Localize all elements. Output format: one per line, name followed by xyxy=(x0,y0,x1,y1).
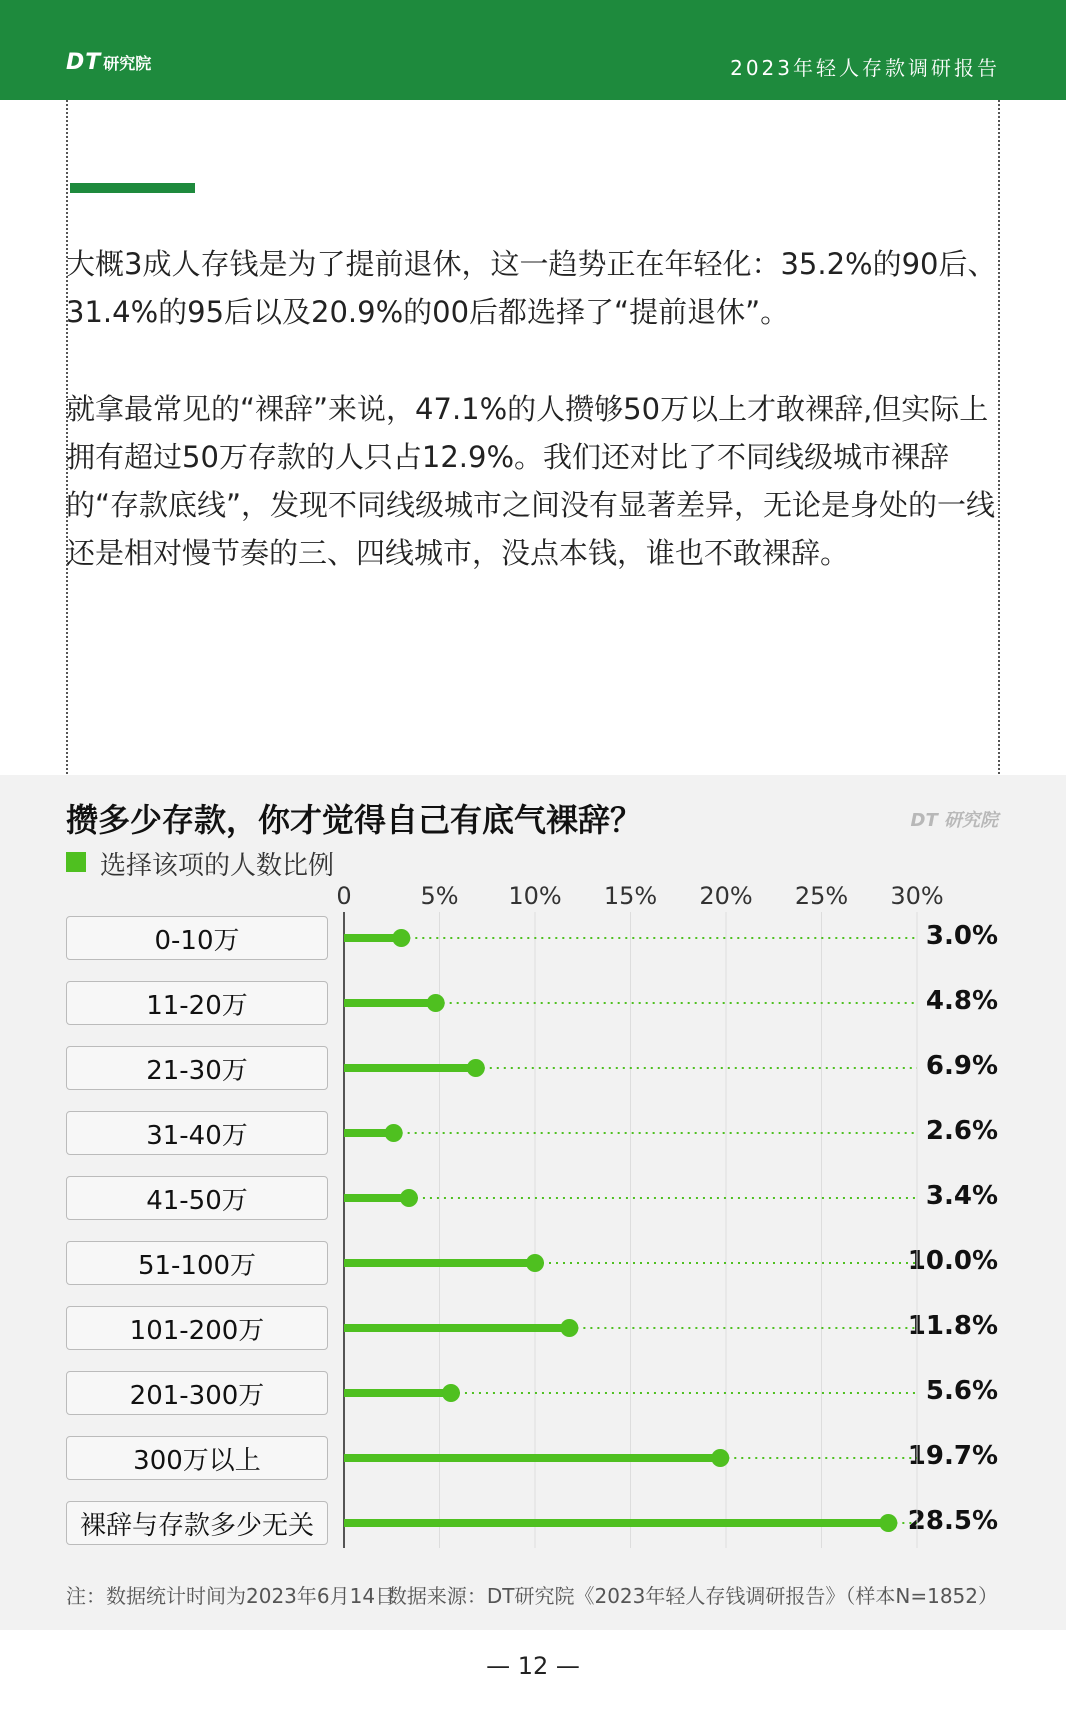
legend-swatch xyxy=(66,852,86,872)
chart-data-source: 数据来源：DT研究院《2023年轻人存钱调研报告》（样本N=1852） xyxy=(386,1584,998,1608)
page-number: — 12 — xyxy=(486,1652,580,1680)
body-paragraph-2: 就拿最常见的“裸辞”来说，47.1%的人攒够50万以上才敢裸辞,但实际上拥有超过50万存款的人只占12.9%。我们还对比了不同线级城市裸辞的“存款底线”，发现不同线级城市之间没有显著差异，无论是身处的一线还是相对慢节奏的三、四线城市，没点本钱，谁也不敢裸辞。 xyxy=(66,392,996,570)
data-value-label: 19.7% xyxy=(907,1441,998,1471)
data-value-label: 28.5% xyxy=(907,1506,998,1536)
top-header-bar xyxy=(0,0,1066,100)
dt-logo xyxy=(66,50,151,75)
logo-mark: DT xyxy=(66,50,102,75)
category-label: 0-10万 xyxy=(66,916,328,960)
data-value-label: 10.0% xyxy=(907,1246,998,1276)
x-tick-label: 20% xyxy=(699,882,753,910)
x-tick-label: 15% xyxy=(603,882,658,910)
chart-footnote: 注：数据统计时间为2023年6月14日 xyxy=(66,1584,396,1608)
category-label: 21-30万 xyxy=(66,1046,328,1090)
chart-brand-watermark: DT 研究院 xyxy=(910,810,998,831)
x-tick-label: 10% xyxy=(508,882,562,910)
category-label: 51-100万 xyxy=(66,1241,328,1285)
data-value-label: 3.0% xyxy=(925,921,998,951)
x-tick-label: 25% xyxy=(794,882,849,910)
category-label: 201-300万 xyxy=(66,1371,328,1415)
category-label: 31-40万 xyxy=(66,1111,328,1155)
data-value-label: 4.8% xyxy=(925,986,998,1016)
data-value-label: 2.6% xyxy=(925,1116,998,1146)
legend-label: 选择该项的人数比例 xyxy=(100,851,335,881)
body-paragraph-1: 大概3成人存钱是为了提前退休，这一趋势正在年轻化：35.2%的90后、31.4%的95后以及20.9%的00后都选择了“提前退休”。 xyxy=(66,247,997,329)
data-value-label: 5.6% xyxy=(925,1376,998,1406)
category-label: 裸辞与存款多少无关 xyxy=(66,1501,328,1545)
report-title: 2023年轻人存款调研报告 xyxy=(730,56,1000,80)
data-value-label: 6.9% xyxy=(925,1051,998,1081)
category-label: 300万以上 xyxy=(66,1436,328,1480)
section-accent-bar xyxy=(70,183,195,193)
chart-title: 攒多少存款，你才觉得自己有底气裸辞？ xyxy=(66,801,643,839)
category-label: 101-200万 xyxy=(66,1306,328,1350)
x-tick-label: 30% xyxy=(890,882,944,910)
data-value-label: 3.4% xyxy=(925,1181,998,1211)
x-tick-label: 0 xyxy=(336,882,352,910)
logo-text: 研究院 xyxy=(103,54,152,73)
category-label: 41-50万 xyxy=(66,1176,328,1220)
data-value-label: 11.8% xyxy=(907,1311,998,1341)
category-label: 11-20万 xyxy=(66,981,328,1025)
x-tick-label: 5% xyxy=(420,882,459,910)
